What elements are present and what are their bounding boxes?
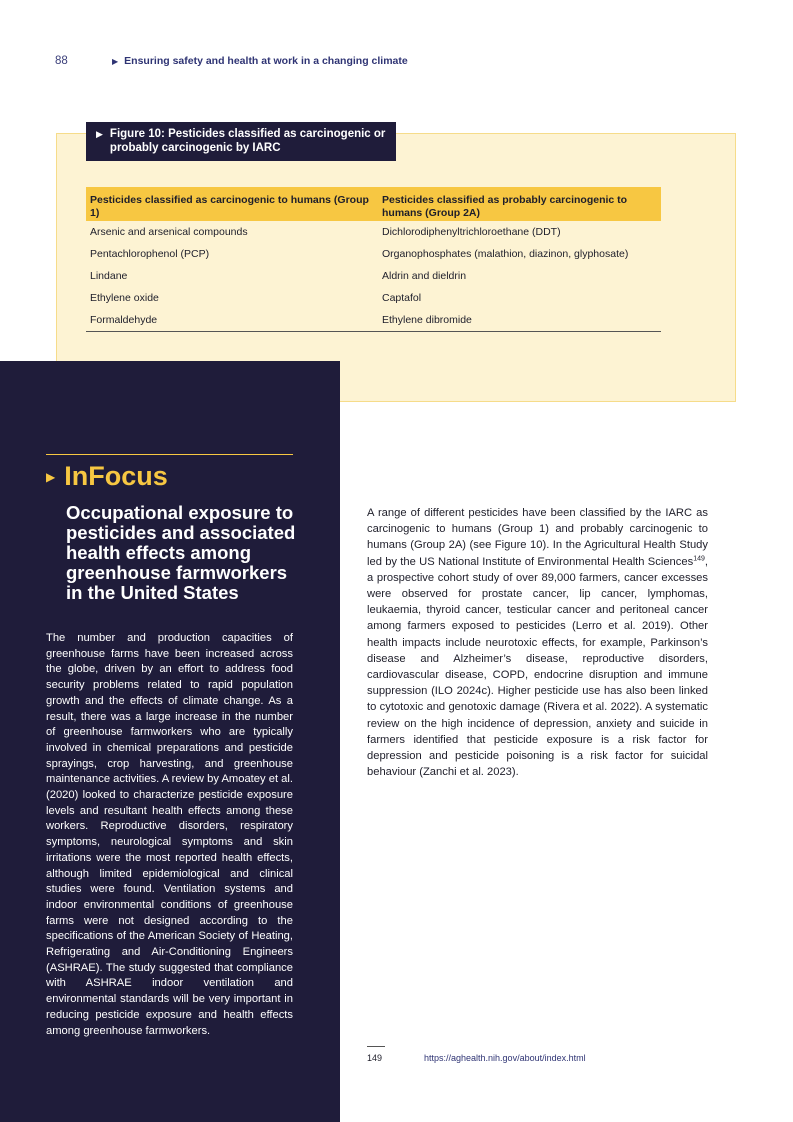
column-header-group1: Pesticides classified as carcinogenic to humans (Group 1): [86, 187, 378, 221]
infocus-title: Occupational exposure to pesticides and associated health effects among greenhouse farmworkers in the United States: [66, 502, 296, 603]
footnote-number: 149: [367, 1053, 383, 1063]
table-cell: Captafol: [382, 292, 422, 304]
footnote-link[interactable]: https://aghealth.nih.gov/about/index.html: [424, 1053, 586, 1063]
triangle-bullet-icon: ▶: [112, 56, 119, 66]
table-row: [86, 309, 661, 331]
footnote-reference[interactable]: 149: [693, 554, 705, 562]
triangle-bullet-icon: ▶: [96, 129, 103, 139]
table-cell: Ethylene dibromide: [378, 309, 661, 331]
table-cell: Organophosphates (malathion, diazinon, glyphosate): [382, 248, 629, 260]
table-row: [86, 221, 661, 243]
infocus-label: [46, 461, 168, 492]
column-header-group2a: Pesticides classified as probably carcinogenic to humans (Group 2A): [378, 187, 661, 221]
table-cell: Pentachlorophenol (PCP): [90, 248, 210, 260]
infocus-body: The number and production capacities of greenhouse farms have been increased across the globe, driven by an effort to address food security problems related to rapid population growth and the effects of climate change. As a result, there was a large increase in the number of greenhouse farmworkers who are typically involved in chemical preparations and pesticide sprayings, crop harvesting, and greenhouse maintenance activities. A review by Amoatey et al. (2020) looked to characterize pesticide exposure levels and resultant health effects among these workers. Reproductive disorders, respiratory symptoms, neurological symptoms and skin irritations were the most reported health effects, although limited epidemiological and clinical studies were found. Ventilation systems and indoor environmental conditions of greenhouse farms were not designed according to the specifications of the American Society of Heating, Refrigerating and Air-Conditioning Engineers (ASHRAE). The study suggested that compliance with ASHRAE indoor ventilation and environmental standards will be very important in reducing pesticide exposure and health effects among greenhouse farmworkers.: [46, 632, 293, 1037]
table-cell: Formaldehyde: [86, 309, 378, 331]
table-header-row: [86, 187, 661, 221]
infocus-divider: [46, 454, 293, 455]
table-cell: Arsenic and arsenical compounds: [90, 226, 248, 238]
main-paragraph: [367, 505, 708, 780]
infocus-panel: [0, 361, 340, 1122]
figure-title-text: Figure 10: Pesticides classified as carcinogenic or probably carcinogenic by IARC: [109, 128, 386, 154]
main-paragraph-part2: , a prospective cohort study of over 89,000 farmers, cancer excesses were observed for prostate cancer, lip cancer, lymphomas, leukaemia, thyroid cancer, testicular cancer and peritoneal cancer among farmers exposed to pesticides (Lerro et al. 2019). Other health impacts include neurotoxic effects, for example, Parkinson’s disease and Alzheimer’s disease, reproductive disorders, cardiovascular disease, COPD, endocrine disruption and immune suppression (ILO 2024c). Higher pesticide use has also been linked to cytotoxic and genotoxic damage (Rivera et al. 2022). A systematic review on the high incidence of depression, anxiety and suicide in farmers identified that pesticide exposure is a risk factor for depression and pesticide poisoning is a risk factor for suicidal behaviour (Zanchi et al. 2023).: [367, 555, 708, 779]
figure-title: [86, 122, 396, 161]
pesticides-table: [86, 187, 661, 332]
table-cell: Dichlorodiphenyltrichloroethane (DDT): [382, 226, 561, 238]
table-cell: Ethylene oxide: [90, 292, 159, 304]
table-row: [86, 265, 661, 287]
running-header: [112, 55, 408, 67]
table-row: [86, 287, 661, 309]
footnote-divider: [367, 1046, 385, 1047]
infocus-label-text: InFocus: [64, 461, 168, 491]
main-paragraph-part1: A range of different pesticides have been classified by the IARC as carcinogenic to humans (Group 1) and probably carcinogenic to humans (Group 2A) (see Figure 10). In the Agricultural Health Study led by the US National Institute of Environmental Health Sciences: [367, 507, 708, 568]
running-header-title: Ensuring safety and health at work in a changing climate: [124, 55, 408, 67]
triangle-bullet-icon: ▶: [46, 469, 56, 484]
page-number: 88: [55, 55, 68, 67]
table-row: [86, 243, 661, 265]
table-cell: Lindane: [90, 270, 128, 282]
table-cell: Aldrin and dieldrin: [382, 270, 467, 282]
